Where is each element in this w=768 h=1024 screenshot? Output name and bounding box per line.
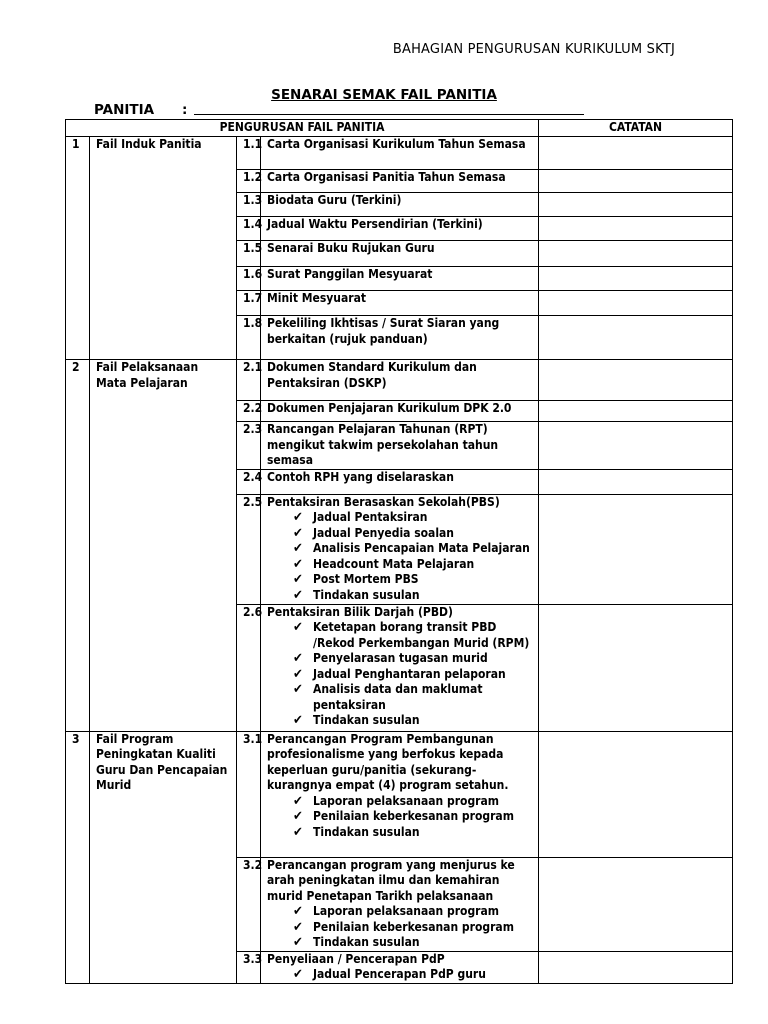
sub-check-item [293,713,532,729]
notes-cell[interactable] [539,731,733,857]
item-description [261,137,539,170]
notes-cell[interactable] [539,401,733,422]
item-description [261,494,539,604]
item-text: Jadual Waktu Persendirian (Terkini) [267,217,483,231]
check-mark-icon: ✔ [293,587,303,603]
item-code: 2.5 [237,494,261,604]
sub-check-text: Jadual Pentaksiran [313,510,428,524]
item-text: Biodata Guru (Terkini) [267,193,402,207]
item-text: Perancangan program yang menjurus ke arah peningkatan ilmu dan kemahiran murid Penetapan Tarikh pelaksanaan [267,857,515,903]
sub-check-item [293,825,532,841]
item-code: 1.6 [237,267,261,291]
notes-cell[interactable] [539,469,733,494]
item-text: Rancangan Pelajaran Tahunan (RPT) mengikut takwim persekolahan tahun semasa [267,422,499,467]
panitia-label: PANITIA [94,102,155,118]
item-text: Carta Organisasi Panitia Tahun Semasa [267,170,506,184]
item-text: Senarai Buku Rujukan Guru [267,241,435,255]
notes-cell[interactable] [539,170,733,193]
sub-check-text: Headcount Mata Pelajaran [313,556,475,571]
check-mark-icon: ✔ [293,919,303,935]
sub-check-item [293,682,532,713]
notes-cell[interactable] [539,494,733,604]
section-name: Fail Program Peningkatan Kualiti Guru Dan Pencapaian Murid [90,731,237,983]
check-mark-icon: ✔ [293,620,303,635]
item-code: 3.2 [237,857,261,951]
notes-cell[interactable] [539,360,733,401]
item-description [261,267,539,291]
check-mark-icon: ✔ [293,541,303,556]
checklist-table [65,119,733,984]
department-header: BAHAGIAN PENGURUSAN KURIKULUM SKTJ [392,42,675,57]
sub-check-item [293,510,532,526]
item-text: Dokumen Penjajaran Kurikulum DPK 2.0 [267,401,512,415]
check-mark-icon: ✔ [293,713,303,728]
header-notes: CATATAN [539,120,733,137]
notes-cell[interactable] [539,241,733,267]
item-code: 1.5 [237,241,261,267]
item-text: Dokumen Standard Kurikulum dan Pentaksiran (DSKP) [267,360,477,390]
item-code: 3.3 [237,951,261,983]
sub-check-item [293,904,532,920]
item-code: 1.4 [237,217,261,241]
check-mark-icon: ✔ [293,904,303,919]
section-name: Fail Pelaksanaan Mata Pelajaran [90,360,237,732]
item-text: Minit Mesyuarat [267,291,367,305]
item-code: 2.4 [237,469,261,494]
item-text: Pekeliling Ikhtisas / Surat Siaran yang berkaitan (rujuk panduan) [267,316,500,346]
item-code: 2.3 [237,422,261,470]
item-code: 1.3 [237,193,261,217]
sub-checklist [267,620,532,729]
sub-check-item [293,967,532,983]
notes-cell[interactable] [539,193,733,217]
section-number: 2 [66,360,90,732]
item-description [261,360,539,401]
item-description [261,291,539,316]
notes-cell[interactable] [539,422,733,470]
notes-cell[interactable] [539,604,733,731]
sub-check-text: Post Mortem PBS [313,572,419,586]
sub-check-text: Tindakan susulan [313,824,420,839]
check-mark-icon: ✔ [293,824,303,840]
item-text: Carta Organisasi Kurikulum Tahun Semasa [267,137,526,151]
section-number: 1 [66,137,90,360]
sub-check-text: Jadual Penghantaran pelaporan [313,666,506,681]
table-row [66,360,733,401]
sub-check-text: Tindakan susulan [313,713,420,727]
sub-check-text: Penyelarasan tugasan murid [313,651,488,665]
item-text: Pentaksiran Berasaskan Sekolah(PBS) [267,494,500,509]
item-description [261,401,539,422]
notes-cell[interactable] [539,291,733,316]
item-description [261,422,539,470]
check-mark-icon: ✔ [293,682,303,697]
check-mark-icon: ✔ [293,510,303,525]
item-description [261,193,539,217]
item-text: Penyeliaan / Pencerapan PdP [267,951,445,966]
panitia-colon: : [182,102,188,118]
notes-cell[interactable] [539,316,733,360]
sub-check-item [293,794,532,810]
item-code: 1.2 [237,170,261,193]
item-code: 1.7 [237,291,261,316]
sub-check-item [293,572,532,588]
sub-check-item [293,557,532,573]
check-mark-icon: ✔ [293,793,303,809]
document-title: SENARAI SEMAK FAIL PANITIA [271,87,497,103]
sub-checklist [267,904,532,951]
item-description [261,469,539,494]
sub-check-item [293,588,532,604]
table-row [66,137,733,170]
sub-check-text: Ketetapan borang transit PBD /Rekod Perkembangan Murid (RPM) [313,620,530,650]
sub-check-text: Tindakan susulan [313,935,420,949]
check-mark-icon: ✔ [293,967,303,982]
sub-check-text: Analisis Pencapaian Mata Pelajaran [313,541,530,555]
sub-check-text: Laporan pelaksanaan program [313,793,500,808]
item-text: Perancangan Program Pembangunan profesionalisme yang berfokus kepada keperluan guru/panitia (sekurang-kurangnya empat (4) program setahun. [267,731,509,792]
item-code: 3.1 [237,731,261,857]
table-header-row [66,120,733,137]
notes-cell[interactable] [539,267,733,291]
check-mark-icon: ✔ [293,935,303,950]
sub-check-text: Jadual Penyedia soalan [313,525,454,540]
notes-cell[interactable] [539,217,733,241]
item-description [261,217,539,241]
sub-check-item [293,526,532,542]
item-text: Surat Panggilan Mesyuarat [267,267,433,281]
item-description [261,951,539,983]
check-mark-icon: ✔ [293,651,303,666]
check-mark-icon: ✔ [293,666,303,682]
panitia-blank-line[interactable] [194,114,584,115]
check-mark-icon: ✔ [293,556,303,572]
sub-checklist [267,510,532,603]
item-code: 2.2 [237,401,261,422]
item-description [261,316,539,360]
sub-check-item [293,667,532,683]
sub-check-text: Penilaian keberkesanan program [313,919,514,934]
sub-check-text: Laporan pelaksanaan program [313,904,500,918]
item-code: 2.1 [237,360,261,401]
sub-checklist [267,794,532,841]
table-row [66,731,733,857]
section-number: 3 [66,731,90,983]
header-main: PENGURUSAN FAIL PANITIA [66,120,539,137]
sub-check-text: Tindakan susulan [313,587,420,602]
check-mark-icon: ✔ [293,525,303,541]
section-name: Fail Induk Panitia [90,137,237,360]
item-text: Pentaksiran Bilik Darjah (PBD) [267,604,453,619]
notes-cell[interactable] [539,137,733,170]
item-description [261,857,539,951]
item-code: 1.8 [237,316,261,360]
item-description [261,241,539,267]
sub-check-item [293,935,532,951]
item-description [261,604,539,731]
sub-check-item [293,651,532,667]
item-code: 2.6 [237,604,261,731]
sub-check-item [293,920,532,936]
item-code: 1.1 [237,137,261,170]
panitia-field [94,102,584,118]
sub-check-item [293,620,532,651]
notes-cell[interactable] [539,857,733,951]
check-mark-icon: ✔ [293,809,303,824]
sub-checklist [267,967,532,983]
item-description [261,731,539,857]
sub-check-text: Penilaian keberkesanan program [313,809,514,823]
notes-cell[interactable] [539,951,733,983]
sub-check-item [293,809,532,825]
item-description [261,170,539,193]
check-mark-icon: ✔ [293,572,303,587]
sub-check-item [293,541,532,557]
sub-check-text: Analisis data dan maklumat pentaksiran [313,682,483,712]
sub-check-text: Jadual Pencerapan PdP guru [313,967,486,981]
item-text: Contoh RPH yang diselaraskan [267,469,454,484]
